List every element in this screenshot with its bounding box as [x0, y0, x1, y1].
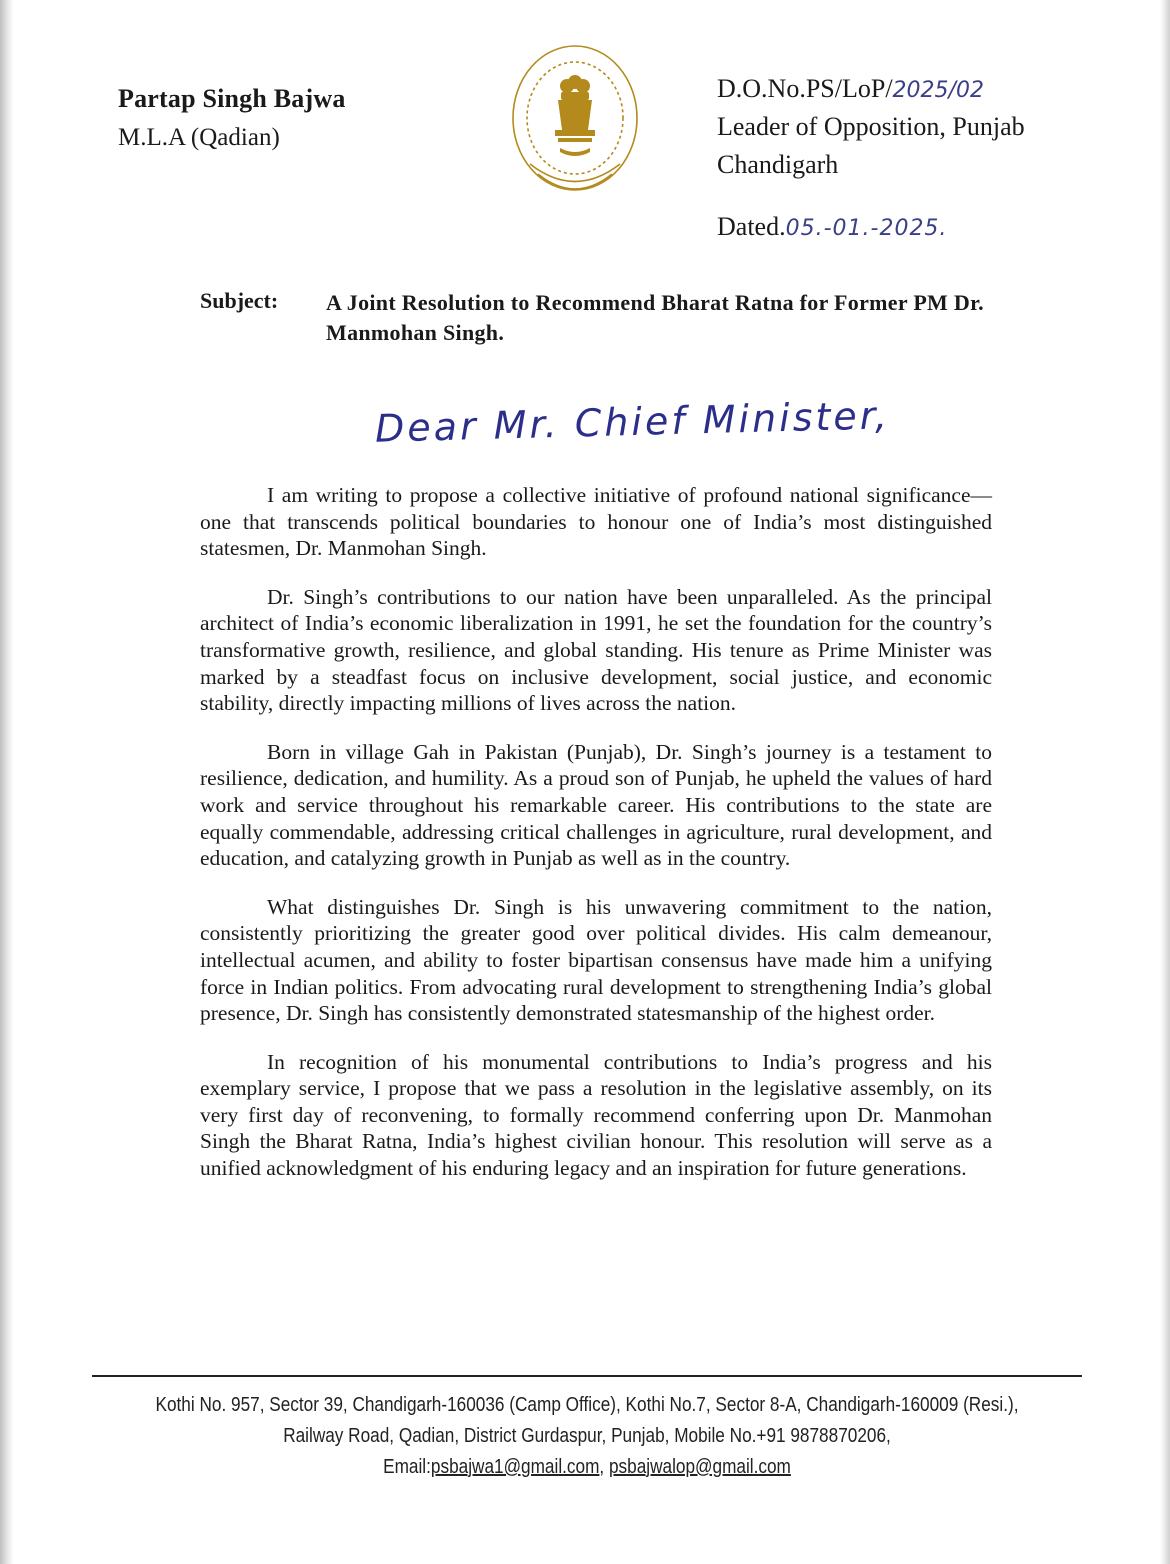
subject-label: Subject:	[200, 288, 279, 313]
state-emblem-icon	[500, 34, 650, 210]
office-title: Leader of Opposition, Punjab	[717, 112, 1025, 141]
email-link-office[interactable]: psbajwalop@gmail.com	[608, 1456, 791, 1478]
body-paragraph: Born in village Gah in Pakistan (Punjab), Dr. Singh’s journey is a testament to resilience, dedication, and humility. As a proud son of Punjab, he upheld the values of hard work and service throughout his remarkable career. His contributions to the state are equally commendable, addressing critical challenges in agriculture, rural development, and education, and catalyzing growth in Punjab as well as in the country.	[200, 739, 992, 871]
reference-number	[717, 76, 1025, 114]
body-paragraph: In recognition of his monumental contributions to India’s progress and his exemplary service, I propose that we pass a resolution in the legislative assembly, on its very first day of reconvening, to formally recommend conferring upon Dr. Manmohan Singh the Bharat Ratna, India’s highest civilian honour. This resolution will serve as a unified acknowledgment of his enduring legacy and an inspiration for future generations.	[200, 1049, 992, 1181]
date-value-handwritten: 05.-01.-2025.	[785, 216, 948, 241]
body-paragraph: What distinguishes Dr. Singh is his unwavering commitment to the nation, consistently prioritizing the greater good over political divides. His calm demeanour, intellectual acumen, and ability to foster bipartisan consensus have made him a unifying force in Indian politics. From advocating rural development to strengthening India’s global presence, Dr. Singh has consistently demonstrated statesmanship of the highest order.	[200, 894, 992, 1026]
office-block	[717, 76, 1025, 190]
footer-divider	[92, 1375, 1082, 1377]
subject-text: A Joint Resolution to Recommend Bharat Ratna for Former PM Dr. Manmohan Singh.	[326, 290, 984, 345]
sender-role: M.L.A (Qadian)	[118, 124, 280, 151]
footer-line-2: Railway Road, Qadian, District Gurdaspur, Punjab, Mobile No.+91 9878870206,	[283, 1425, 891, 1447]
footer-address	[153, 1390, 1022, 1483]
sender-block	[118, 84, 346, 152]
sender-name: Partap Singh Bajwa	[118, 84, 346, 113]
date-label: Dated.	[717, 212, 786, 241]
footer-line-1: Kothi No. 957, Sector 39, Chandigarh-160036 (Camp Office), Kothi No.7, Sector 8-A, Chandigarh-160009 (Resi.),	[155, 1394, 1019, 1416]
body-paragraph: Dr. Singh’s contributions to our nation have been unparalleled. As the principal architect of India’s economic liberalization in 1991, he set the foundation for the country’s transformative growth, resilience, and global standing. His tenure as Prime Minister was marked by a steadfast focus on inclusive development, social justice, and economic stability, directly impacting millions of lives across the nation.	[200, 584, 992, 716]
page-shadow-right	[1160, 0, 1170, 1564]
salutation-handwritten: Dear Mr. Chief Minister,	[374, 393, 891, 451]
page-shadow-left	[0, 0, 14, 1564]
email-label: Email:	[383, 1456, 431, 1478]
date-line	[717, 212, 947, 242]
reference-number-handwritten: 2025/02	[892, 78, 984, 103]
reference-number-prefix: D.O.No.PS/LoP/	[717, 74, 893, 103]
email-separator: ,	[599, 1456, 609, 1478]
letter-body	[200, 482, 992, 1204]
body-paragraph: I am writing to propose a collective initiative of profound national significance—one that transcends political boundaries to honour one of India’s most distinguished statesmen, Dr. Manmohan Singh.	[200, 483, 992, 561]
office-city: Chandigarh	[717, 150, 839, 179]
footer-email-line	[153, 1452, 1022, 1483]
email-link-personal[interactable]: psbajwa1@gmail.com	[430, 1456, 600, 1478]
